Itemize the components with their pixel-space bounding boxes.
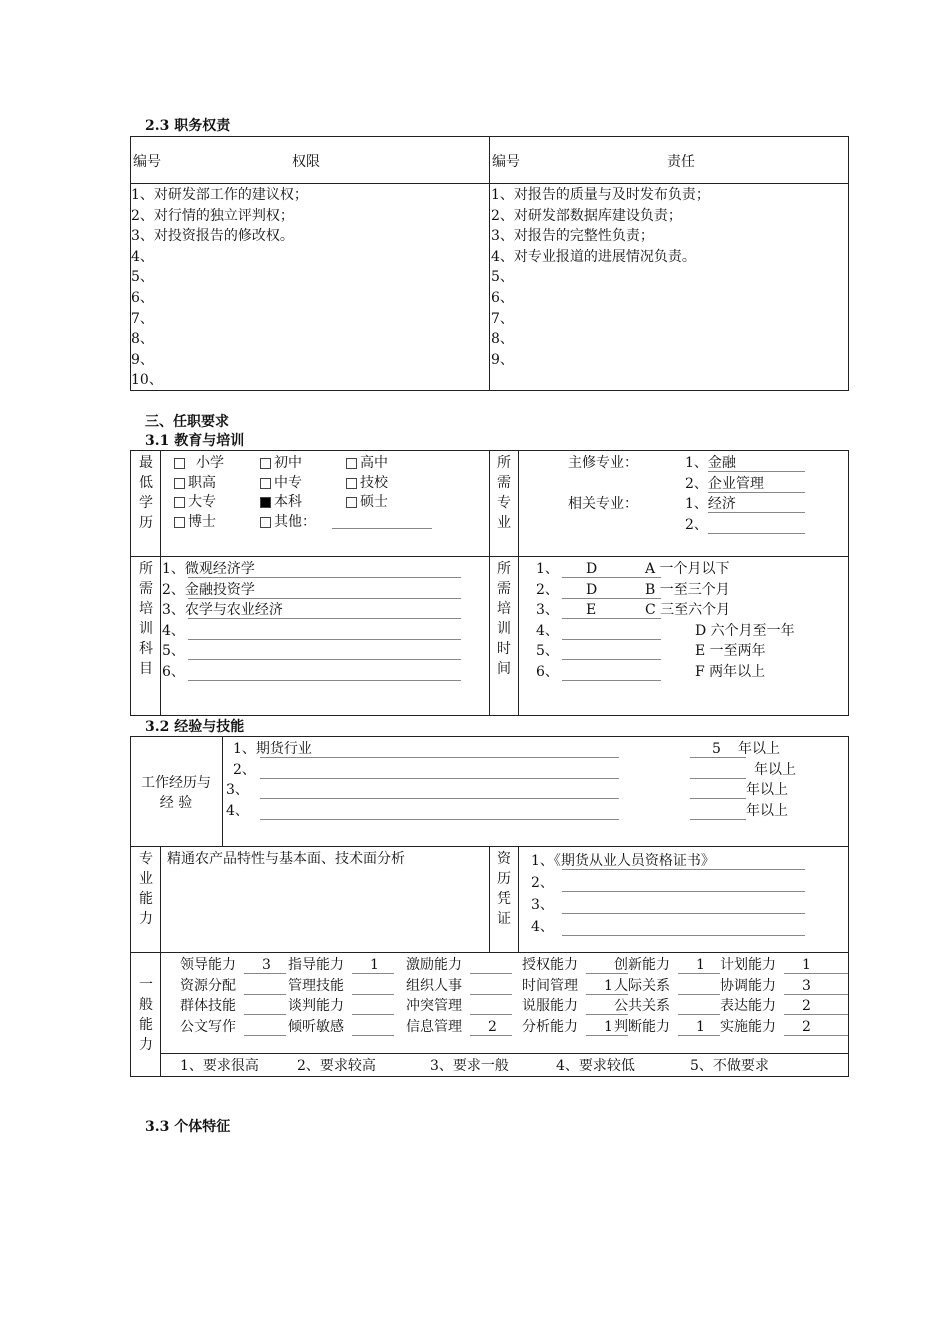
rights-item: 6、 [131, 290, 154, 306]
ability-name: 信息管理 [406, 1018, 462, 1035]
ability-name: 表达能力 [720, 998, 776, 1015]
train-item: 2、金融投资学 [162, 581, 255, 598]
ability-level: 1 [370, 957, 379, 973]
resp-item: 9、 [491, 351, 514, 368]
work-years-suffix: 年以上 [754, 761, 796, 778]
cert-label: 资历凭证 [497, 851, 511, 927]
prof-text: 精通农产品特性与基本面、技术面分析 [167, 851, 405, 867]
edu-checkbox[interactable] [346, 458, 357, 469]
ttime-underline [562, 680, 661, 681]
edu-option-label: 小学 [196, 455, 224, 471]
rights-item: 2、对行情的独立评判权； [131, 207, 294, 224]
ability-level: 2 [802, 1018, 811, 1035]
ttime-legend-item: F 两年以上 [695, 664, 766, 680]
work-label: 工作经历与 经 验 [141, 775, 211, 811]
edu-option-label: 中专 [274, 474, 302, 491]
ability-legend-item: 5、不做要求 [690, 1058, 769, 1074]
work-years-underline [690, 798, 746, 799]
train-item: 3、农学与农业经济 [162, 602, 283, 619]
ability-level: 2 [802, 998, 811, 1015]
ability-name: 公共关系 [614, 998, 670, 1015]
ability-underline [244, 973, 286, 974]
edu-checkbox[interactable] [346, 478, 357, 489]
ttime-num: 1、 [536, 561, 559, 577]
work-years-underline [690, 778, 746, 779]
ability-name: 冲突管理 [406, 998, 462, 1015]
work-underline [260, 798, 619, 799]
ability-name: 计划能力 [720, 957, 776, 973]
work-years-underline [690, 819, 746, 820]
prof-label: 专业能力 [139, 851, 153, 927]
train-item: 6、 [162, 664, 185, 680]
ability-underline [352, 973, 394, 974]
edu-checkbox[interactable] [174, 497, 185, 508]
rights-item: 10、 [131, 372, 163, 389]
rights-item: 4、 [131, 248, 154, 265]
edu-option-label: 初中 [274, 455, 302, 471]
work-years-value: 5 [712, 741, 721, 757]
work-years-suffix: 年以上 [746, 782, 788, 799]
ability-underline [244, 994, 286, 995]
ability-legend-item: 3、要求一般 [430, 1058, 509, 1074]
ttime-num: 4、 [536, 622, 559, 639]
edu-option-label: 其他： [274, 513, 316, 530]
ability-underline [470, 1014, 512, 1015]
edu-checkbox[interactable] [260, 497, 271, 508]
ttime-legend-item: A 一个月以下 [645, 561, 730, 577]
ability-name: 判断能力 [614, 1018, 670, 1035]
edu-checkbox[interactable] [174, 478, 185, 489]
ability-name: 指导能力 [288, 957, 344, 973]
resp-item: 4、对专业报道的进展情况负责。 [491, 248, 696, 265]
train-time-label: 所需培训时间 [497, 561, 511, 677]
train-item: 5、 [162, 643, 185, 660]
main-major-1: 1、金融 [685, 455, 736, 471]
ability-name: 时间管理 [522, 977, 578, 994]
rel-major-label: 相关专业： [568, 496, 638, 512]
col-no: 编号 [133, 154, 161, 170]
rel-major-1: 1、经济 [685, 496, 736, 512]
cert-underline [562, 913, 805, 914]
rights-item: 3、对投资报告的修改权。 [131, 228, 294, 245]
ability-level: 3 [262, 957, 271, 973]
edu-option-label: 高中 [360, 455, 388, 471]
ability-name: 组织人事 [406, 977, 462, 994]
ability-name: 说服能力 [522, 998, 578, 1015]
ability-underline [678, 994, 720, 995]
ttime-legend-item: C 三至六个月 [645, 602, 731, 619]
resp-item: 1、对报告的质量与及时发布负责； [491, 187, 710, 203]
train-item: 4、 [162, 622, 185, 639]
rights-item: 1、对研发部工作的建议权； [131, 187, 308, 203]
ability-underline [244, 1035, 286, 1036]
ability-name: 协调能力 [720, 977, 776, 994]
ability-underline [470, 973, 512, 974]
edu-checkbox[interactable] [174, 458, 185, 469]
edu-option-label: 硕士 [360, 494, 388, 510]
ability-underline [470, 1035, 512, 1036]
ability-name: 管理技能 [288, 977, 344, 994]
ability-level: 1 [604, 977, 613, 994]
work-underline [260, 778, 619, 779]
rights-item: 5、 [131, 269, 154, 286]
ability-name: 群体技能 [180, 998, 236, 1015]
resp-item: 5、 [491, 269, 514, 286]
ttime-legend-item: D 六个月至一年 [695, 622, 795, 639]
ability-level: 2 [488, 1018, 497, 1035]
ability-level: 1 [696, 957, 705, 973]
ttime-num: 5、 [536, 643, 559, 660]
work-underline [260, 757, 619, 758]
edu-label: 最低学历 [139, 455, 153, 531]
work-item: 3、 [226, 782, 249, 799]
resp-item: 2、对研发部数据库建设负责； [491, 207, 682, 224]
ability-legend-item: 4、要求较低 [556, 1058, 635, 1074]
work-years-suffix: 年以上 [738, 741, 780, 757]
work-item: 1、期货行业 [233, 741, 312, 757]
rights-item: 7、 [131, 310, 154, 327]
ttime-value: D [586, 581, 598, 598]
ability-level: 1 [604, 1018, 613, 1035]
ttime-underline [562, 659, 661, 660]
ability-name: 谈判能力 [288, 998, 344, 1015]
ttime-legend-item: E 一至两年 [695, 643, 766, 660]
ability-underline [352, 994, 394, 995]
cert-item: 3、 [531, 897, 554, 913]
work-item: 4、 [226, 802, 249, 819]
resp-item: 8、 [491, 331, 514, 348]
resp-item: 6、 [491, 290, 514, 306]
ttime-num: 3、 [536, 602, 559, 619]
ability-underline [470, 994, 512, 995]
edu-option-label: 大专 [188, 494, 216, 510]
ttime-num: 6、 [536, 664, 559, 680]
edu-checkbox[interactable] [346, 497, 357, 508]
edu-checkbox[interactable] [260, 478, 271, 489]
ability-name: 公文写作 [180, 1018, 236, 1035]
ability-name: 激励能力 [406, 957, 462, 973]
section-3-3-heading: 3.3 个体特征 [145, 1119, 231, 1135]
ttime-num: 2、 [536, 581, 559, 598]
ttime-value: D [586, 561, 598, 577]
edu-option-label: 技校 [360, 474, 388, 491]
work-item: 2、 [233, 761, 256, 778]
ability-name: 领导能力 [180, 957, 236, 973]
cert-underline [562, 869, 805, 870]
edu-option-label: 职高 [188, 474, 216, 491]
ability-name: 实施能力 [720, 1018, 776, 1035]
ttime-underline [562, 639, 661, 640]
cert-item: 4、 [531, 919, 554, 935]
edu-checkbox[interactable] [260, 458, 271, 469]
gen-label: 一般能力 [139, 977, 153, 1053]
edu-option-label: 本科 [274, 494, 302, 510]
edu-option-label: 博士 [188, 513, 216, 530]
ability-name: 创新能力 [614, 957, 670, 973]
rights-item: 9、 [131, 351, 154, 368]
train-item: 1、微观经济学 [162, 561, 255, 577]
ability-level: 1 [696, 1018, 705, 1035]
ability-underline [784, 994, 848, 995]
ability-name: 分析能力 [522, 1018, 578, 1035]
edu-checkbox[interactable] [174, 517, 185, 528]
train-underline [188, 659, 461, 660]
cert-underline [562, 891, 805, 892]
ability-name: 人际关系 [614, 977, 670, 994]
train-underline [188, 577, 461, 578]
col-rights: 权限 [292, 154, 320, 170]
rel-major-2: 2、 [685, 517, 708, 533]
ttime-value: E [586, 602, 597, 619]
ability-underline [678, 1014, 720, 1015]
section-3-1-heading: 3.1 教育与培训 [145, 433, 245, 449]
ability-underline [678, 1035, 720, 1036]
ability-underline [352, 1035, 394, 1036]
main-major-2: 2、企业管理 [685, 476, 764, 492]
edu-checkbox[interactable] [260, 517, 271, 528]
ability-name: 资源分配 [180, 977, 236, 994]
section-3-heading: 三、任职要求 [145, 414, 229, 430]
section-2-3-heading: 2.3 职务权责 [145, 118, 231, 134]
ability-legend-item: 1、要求很高 [180, 1058, 259, 1074]
ability-name: 授权能力 [522, 957, 578, 973]
resp-item: 7、 [491, 310, 514, 327]
train-underline [188, 618, 461, 619]
ttime-legend-item: B 一至三个月 [645, 581, 730, 598]
rights-item: 8、 [131, 331, 154, 348]
train-underline [188, 680, 461, 681]
work-years-suffix: 年以上 [746, 802, 788, 819]
ability-legend-item: 2、要求较高 [297, 1058, 376, 1074]
ability-underline [244, 1014, 286, 1015]
ability-underline [352, 1014, 394, 1015]
train-underline [188, 639, 461, 640]
ability-underline [784, 1035, 848, 1036]
cert-item: 2、 [531, 875, 554, 891]
ability-level: 1 [802, 957, 811, 973]
col-no2: 编号 [492, 154, 520, 170]
ability-underline [784, 973, 848, 974]
ability-level: 3 [802, 977, 811, 994]
ability-name: 倾听敏感 [288, 1018, 344, 1035]
major-label: 所需专业 [497, 455, 511, 531]
resp-item: 3、对报告的完整性负责； [491, 228, 654, 245]
col-resp: 责任 [667, 154, 695, 170]
cert-underline [562, 935, 805, 936]
train-label: 所需培训科目 [139, 561, 153, 677]
main-major-label: 主修专业： [568, 455, 638, 471]
ability-underline [784, 1014, 848, 1015]
cert-item: 1、《期货从业人员资格证书》 [531, 853, 715, 869]
section-3-2-heading: 3.2 经验与技能 [145, 719, 245, 735]
ability-underline [678, 973, 720, 974]
work-underline [260, 819, 619, 820]
train-underline [188, 598, 461, 599]
